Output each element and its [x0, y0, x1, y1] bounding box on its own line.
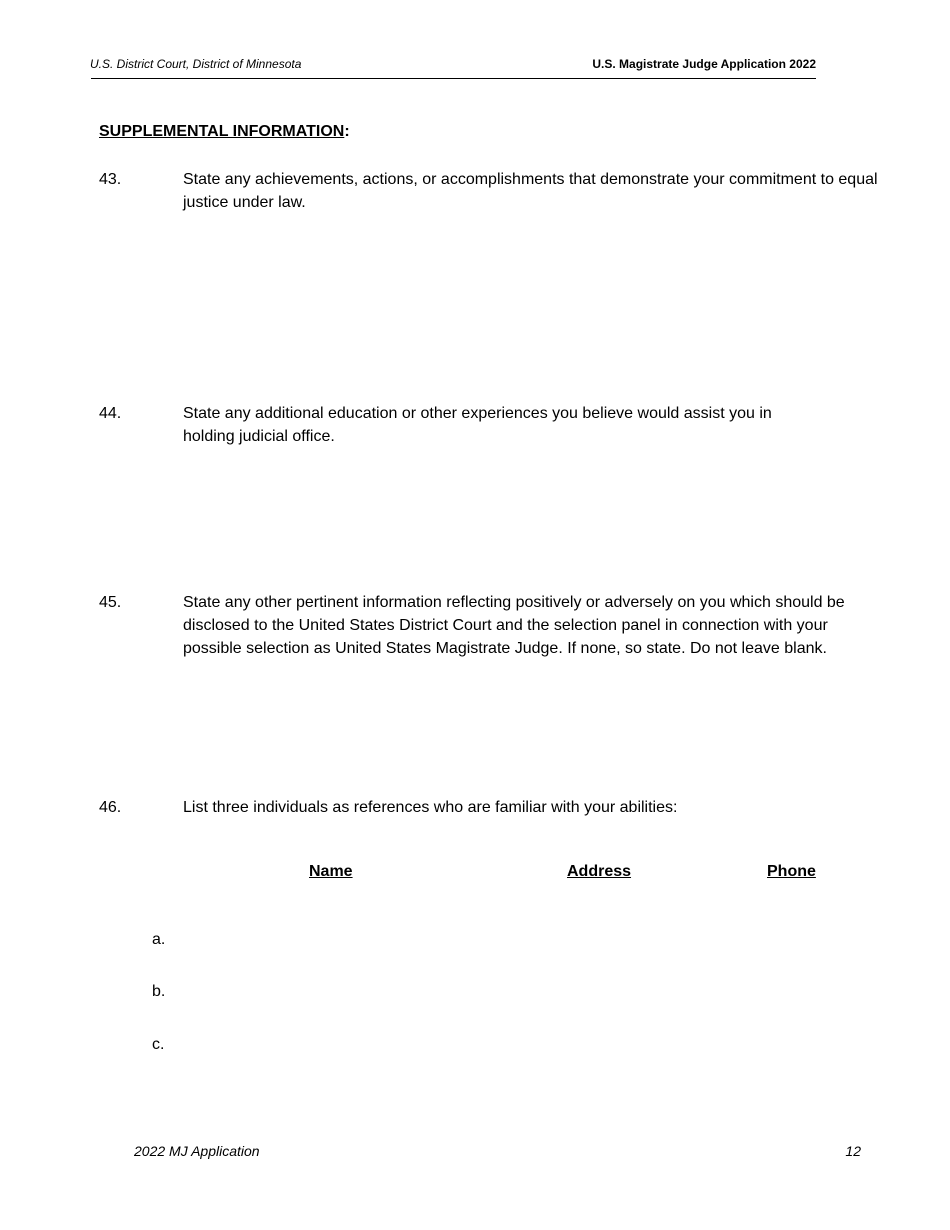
question-45-number: 45. — [99, 594, 122, 611]
column-heading-name: Name — [309, 863, 353, 880]
reference-row-a-label: a. — [152, 931, 166, 948]
reference-row-c-label: c. — [152, 1036, 165, 1053]
question-43-text: State any achievements, actions, or accomplishments that demonstrate your commitment to equal justice under law. — [183, 171, 878, 211]
section-title-text: SUPPLEMENTAL INFORMATION — [99, 123, 345, 140]
column-heading-phone: Phone — [767, 863, 816, 880]
header-divider — [91, 78, 816, 79]
column-heading-address: Address — [567, 863, 632, 880]
header-court-name: U.S. District Court, District of Minnesota — [90, 57, 302, 71]
reference-row-b-label: b. — [152, 983, 166, 1000]
question-43-number: 43. — [99, 171, 122, 188]
section-title — [99, 123, 350, 141]
header-application-title: U.S. Magistrate Judge Application 2022 — [592, 57, 816, 71]
section-title-colon: : — [344, 123, 350, 140]
question-45-text: State any other pertinent information reflecting positively or adversely on you which should be disclosed to the United States District Court and the selection panel in connection with your possible selection as United States Magistrate Judge. If none, so state. Do not leave blank. — [183, 594, 845, 657]
question-44-text: State any additional education or other experiences you believe would assist you in holding judicial office. — [183, 405, 772, 445]
question-44-number: 44. — [99, 405, 122, 422]
footer-page-number: 12 — [845, 1143, 861, 1159]
question-46-text: List three individuals as references who are familiar with your abilities: — [183, 799, 678, 816]
question-46-number: 46. — [99, 799, 122, 816]
footer-document-name: 2022 MJ Application — [134, 1143, 260, 1159]
